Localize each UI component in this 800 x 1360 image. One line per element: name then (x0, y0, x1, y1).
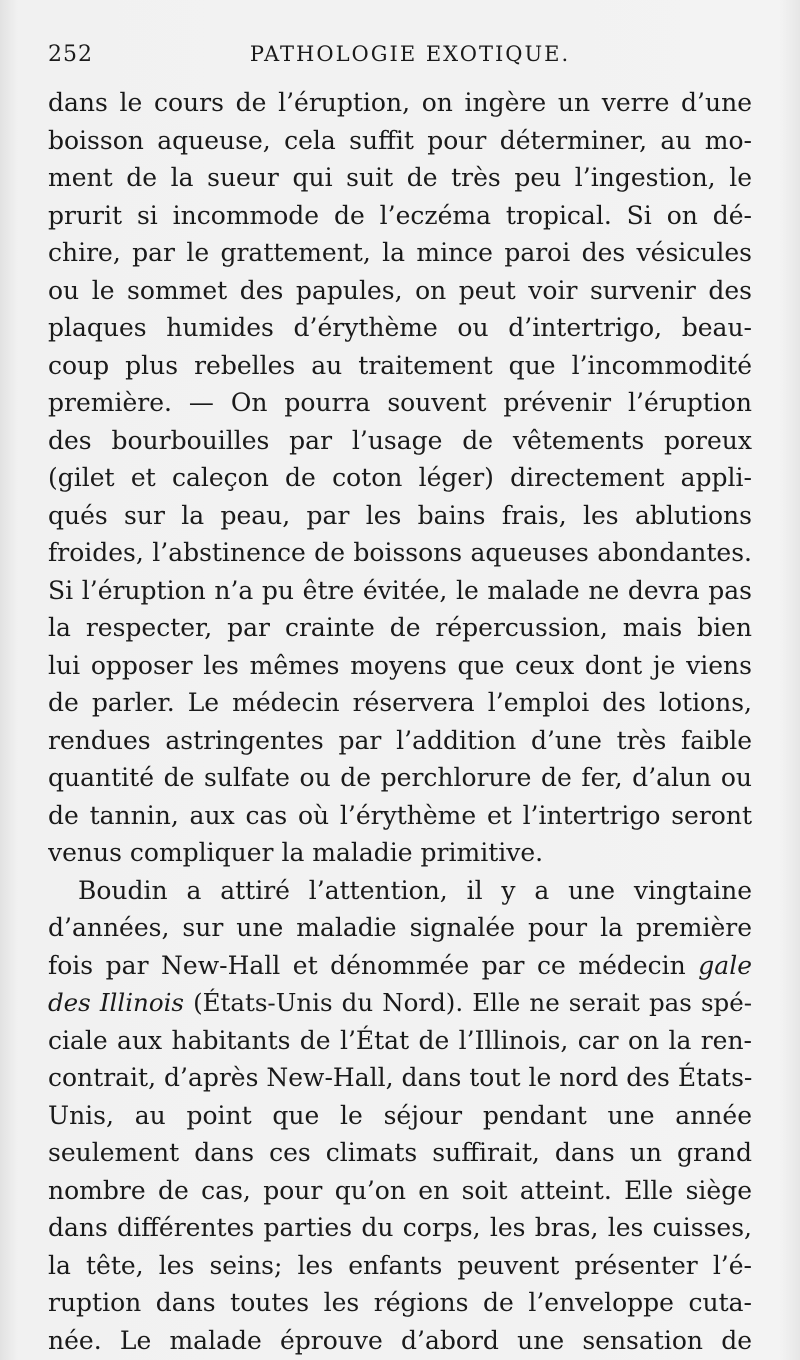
text-line: Si l’éruption n’a pu être évitée, le malade ne devra pas (48, 575, 752, 605)
text-line: (gilet et caleçon de coton léger) directement appli- (48, 463, 752, 492)
text-line-with-italic (48, 984, 752, 1022)
italic-term: des Illinois (48, 988, 184, 1017)
text-line: de tannin, aux cas où l’érythème et l’intertrigo seront (48, 800, 752, 830)
text-line: rendues astringentes par l’addition d’une très faible (48, 725, 752, 755)
text-line: la respecter, par crainte de répercussion, mais bien (48, 613, 752, 642)
text-line: des bourbouilles par l’usage de vêtements poreux (48, 425, 752, 455)
text-line: ruption dans toutes les régions de l’enveloppe cuta- (48, 1288, 752, 1317)
text-line: première. — On pourra souvent prévenir l’éruption (48, 388, 752, 417)
text-span: fois par New-Hall et dénommée par ce médecin (48, 950, 699, 980)
text-span: (États-Unis du Nord). Elle ne serait pas spé- (184, 988, 752, 1017)
text-line: froides, l’abstinence de boissons aqueuses abondantes. (48, 538, 752, 567)
running-title: PATHOLOGIE EXOTIQUE. (249, 42, 571, 66)
body-text (48, 84, 752, 1359)
text-line: chire, par le grattement, la mince paroi des vésicules (48, 238, 752, 267)
text-line: née. Le malade éprouve d’abord une sensation de (48, 1325, 752, 1355)
paragraph-start-line: Boudin a attiré l’attention, il y a une vingtaine (78, 875, 752, 905)
text-line: lui opposer les mêmes moyens que ceux dont je viens (48, 650, 752, 680)
text-line: ou le sommet des papules, on peut voir survenir des (48, 275, 752, 305)
text-line: nombre de cas, pour qu’on en soit atteint. Elle siège (48, 1175, 752, 1205)
text-line: Unis, au point que le séjour pendant une année (48, 1100, 752, 1130)
text-line: boisson aqueuse, cela suffit pour déterminer, au mo- (48, 125, 752, 155)
text-line: contrait, d’après New-Hall, dans tout le nord des États- (48, 1063, 752, 1092)
text-line: ciale aux habitants de l’État de l’Illinois, car on la ren- (48, 1025, 752, 1055)
text-line: quantité de sulfate ou de perchlorure de fer, d’alun ou (48, 763, 752, 792)
text-line: d’années, sur une maladie signalée pour la première (48, 913, 752, 942)
text-line: prurit si incommode de l’eczéma tropical. Si on dé- (48, 200, 752, 230)
text-line-with-italic (48, 947, 752, 985)
text-line: ment de la sueur qui suit de très peu l’ingestion, le (48, 163, 752, 192)
paragraph-end-line: venus compliquer la maladie primitive. (48, 838, 544, 867)
text-line: qués sur la peau, par les bains frais, les ablutions (48, 500, 752, 530)
text-line: dans différentes parties du corps, les bras, les cuisses, (48, 1213, 752, 1242)
text-line: seulement dans ces climats suffirait, dans un grand (48, 1138, 752, 1167)
italic-term: gale (698, 950, 752, 980)
text-line: coup plus rebelles au traitement que l’incommodité (48, 350, 752, 380)
text-line: plaques humides d’érythème ou d’intertrigo, beau- (48, 313, 752, 342)
text-line: la tête, les seins; les enfants peuvent présenter l’é- (48, 1250, 752, 1280)
page-number: 252 (48, 42, 93, 67)
text-line: dans le cours de l’éruption, on ingère un verre d’une (48, 88, 752, 117)
running-head (48, 32, 752, 72)
text-line: de parler. Le médecin réservera l’emploi des lotions, (48, 688, 752, 717)
